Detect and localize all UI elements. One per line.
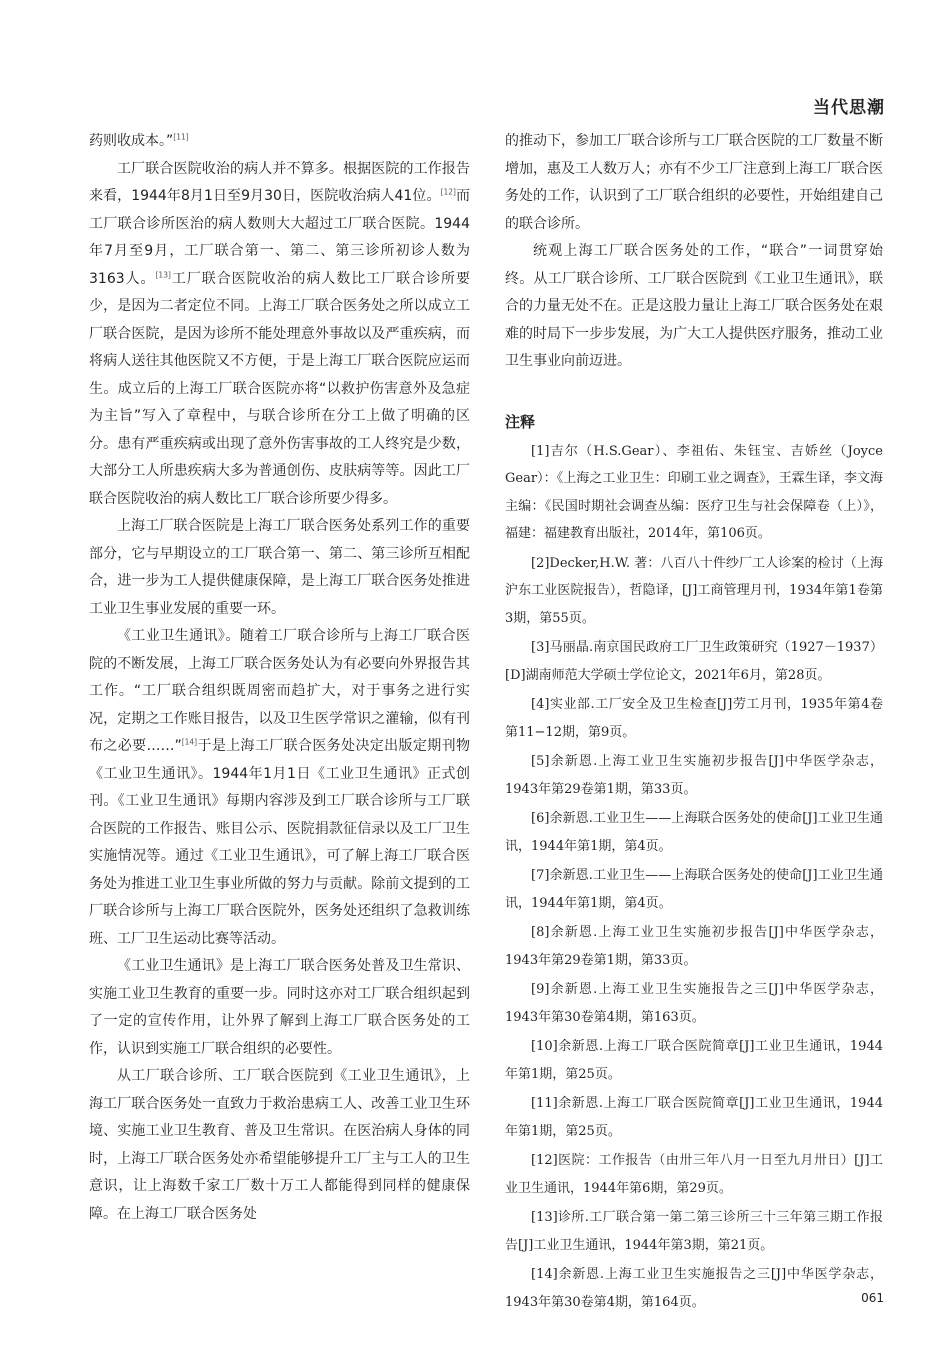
- citation: [11]: [173, 132, 189, 142]
- note-item: [14]余新恩.上海工业卫生实施报告之三[J]中华医学杂志，1943年第30卷第4期，第164页。: [505, 1267, 883, 1310]
- left-column: [89, 128, 470, 1228]
- citation: [13]: [155, 269, 171, 279]
- paragraph: 《工业卫生通讯》是上海工厂联合医务处普及卫生常识、实施工业卫生教育的重要一步。同时这亦对工厂联合组织起到了一定的宣传作用，让外界了解到上海工厂联合医务处的工作，认识到实施工厂联合组织的必要性。: [89, 958, 470, 1057]
- note-item: [12]医院：工作报告（由卅三年八月一日至九月卅日）[J]工业卫生通讯，1944年第6期，第29页。: [505, 1153, 883, 1196]
- paragraph: 上海工厂联合医院是上海工厂联合医务处系列工作的重要部分，它与早期设立的工厂联合第一、第二、第三诊所互相配合，进一步为工人提供健康保障，是上海工厂联合医务处推进工业卫生事业发展的重要一环。: [89, 518, 470, 617]
- note-item: [3]马丽晶.南京国民政府工厂卫生政策研究（1927－1937）[D]湖南师范大学硕士学位论文，2021年6月，第28页。: [505, 640, 883, 683]
- page-number: 061: [861, 1291, 884, 1305]
- note-item: [5]余新恩.上海工业卫生实施初步报告[J]中华医学杂志，1943年第29卷第1期，第33页。: [505, 754, 883, 797]
- paragraph: 统观上海工厂联合医务处的工作，“联合”一词贯穿始终。从工厂联合诊所、工厂联合医院到《工业卫生通讯》，联合的力量无处不在。正是这股力量让上海工厂联合医务处在艰难的时局下一步步发展，为广大工人提供医疗服务，推动工业卫生事业向前迈进。: [505, 243, 883, 369]
- paragraph: 《工业卫生通讯》。随着工厂联合诊所与上海工厂联合医院的不断发展，上海工厂联合医务处认为有必要向外界报告其工作。“工厂联合组织既周密而趋扩大，对于事务之进行实况，定期之工作账目报告，以及卫生医学常识之灌输，似有刊布之必要……”[14]于是上海工厂联合医务处决定出版定期刊物《工业卫生通讯》。1944年1月1日《工业卫生通讯》正式创刊。《工业卫生通讯》每期内容涉及到工厂联合诊所与工厂联合医院的工作报告、账目公示、医院捐款征信录以及工厂卫生实施情况等。通过《工业卫生通讯》，可了解上海工厂联合医务处为推进工业卫生事业所做的努力与贡献。除前文提到的工厂联合诊所与上海工厂联合医院外，医务处还组织了急救训练班、工厂卫生运动比赛等活动。: [89, 628, 470, 947]
- section-header: 当代思潮: [813, 98, 885, 118]
- paragraph: 从工厂联合诊所、工厂联合医院到《工业卫生通讯》，上海工厂联合医务处一直致力于救治患病工人、改善工业卫生环境、实施工业卫生教育、普及卫生常识。在医治病人身体的同时，上海工厂联合医务处亦希望能够提升工厂主与工人的卫生意识，让上海数千家工厂数十万工人都能得到同样的健康保障。在上海工厂联合医务处: [89, 1068, 470, 1222]
- note-item: [13]诊所.工厂联合第一第二第三诊所三十三年第三期工作报告[J]工业卫生通讯，1944年第3期，第21页。: [505, 1210, 883, 1253]
- notes-title: 注释: [505, 412, 536, 431]
- note-item: [11]余新恩.上海工厂联合医院简章[J]工业卫生通讯，1944年第1期，第25页。: [505, 1096, 883, 1139]
- note-item: [2]Decker,H.W. 著：八百八十件纱厂工人诊案的检讨（上海沪东工业医院报告），哲隐译，[J]工商管理月刊，1934年第1卷第3期，第55页。: [505, 555, 883, 626]
- citation: [14]: [181, 737, 198, 747]
- note-item: [8]余新恩.上海工业卫生实施初步报告[J]中华医学杂志，1943年第29卷第1期，第33页。: [505, 925, 883, 968]
- note-item: [4]实业部.工厂安全及卫生检查[J]劳工月刊，1935年第4卷第11−12期，第9页。: [505, 697, 883, 740]
- note-item: [7]余新恩.工业卫生——上海联合医务处的使命[J]工业卫生通讯，1944年第1期，第4页。: [505, 868, 883, 911]
- paragraph: 药则收成本。”[11]: [89, 132, 189, 149]
- right-column: [505, 128, 883, 1318]
- paragraph: 的推动下，参加工厂联合诊所与工厂联合医院的工厂数量不断增加，惠及工人数万人；亦有不少工厂注意到上海工厂联合医务处的工作，认识到了工厂联合组织的必要性，开始组建自己的联合诊所。: [505, 133, 883, 232]
- note-item: [1]吉尔（H.S.Gear）、李祖佑、朱钰宝、吉娇丝（Joyce Gear）：《上海之工业卫生：印刷工业之调查》，王霖生译，李文海主编：《民国时期社会调查丛编：医疗卫生与社会保障卷（上）》，福建：福建教育出版社，2014年，第106页。: [505, 443, 883, 541]
- citation: [12]: [440, 187, 456, 197]
- paragraph: 工厂联合医院收治的病人并不算多。根据医院的工作报告来看，1944年8月1日至9月30日，医院收治病人41位。[12]而工厂联合诊所医治的病人数则大大超过工厂联合医院。1944年7月至9月，工厂联合第一、第二、第三诊所初诊人数为3163人。[13]工厂联合医院收治的病人数比工厂联合诊所要少，是因为二者定位不同。上海工厂联合医务处之所以成立工厂联合医院，是因为诊所不能处理意外事故以及严重疾病，而将病人送往其他医院又不方便，于是上海工厂联合医院应运而生。成立后的上海工厂联合医院亦将“以救护伤害意外及急症为主旨”写入了章程中，与联合诊所在分工上做了明确的区分。患有严重疾病或出现了意外伤害事故的工人终究是少数，大部分工人所患疾病大多为普通创伤、皮肤病等等。因此工厂联合医院收治的病人数比工厂联合诊所要少得多。: [89, 160, 471, 507]
- note-item: [9]余新恩.上海工业卫生实施报告之三[J]中华医学杂志，1943年第30卷第4期，第163页。: [505, 982, 883, 1025]
- note-item: [6]余新恩.工业卫生——上海联合医务处的使命[J]工业卫生通讯，1944年第1期，第4页。: [505, 811, 883, 854]
- note-item: [10]余新恩.上海工厂联合医院简章[J]工业卫生通讯，1944年第1期，第25页。: [505, 1039, 883, 1082]
